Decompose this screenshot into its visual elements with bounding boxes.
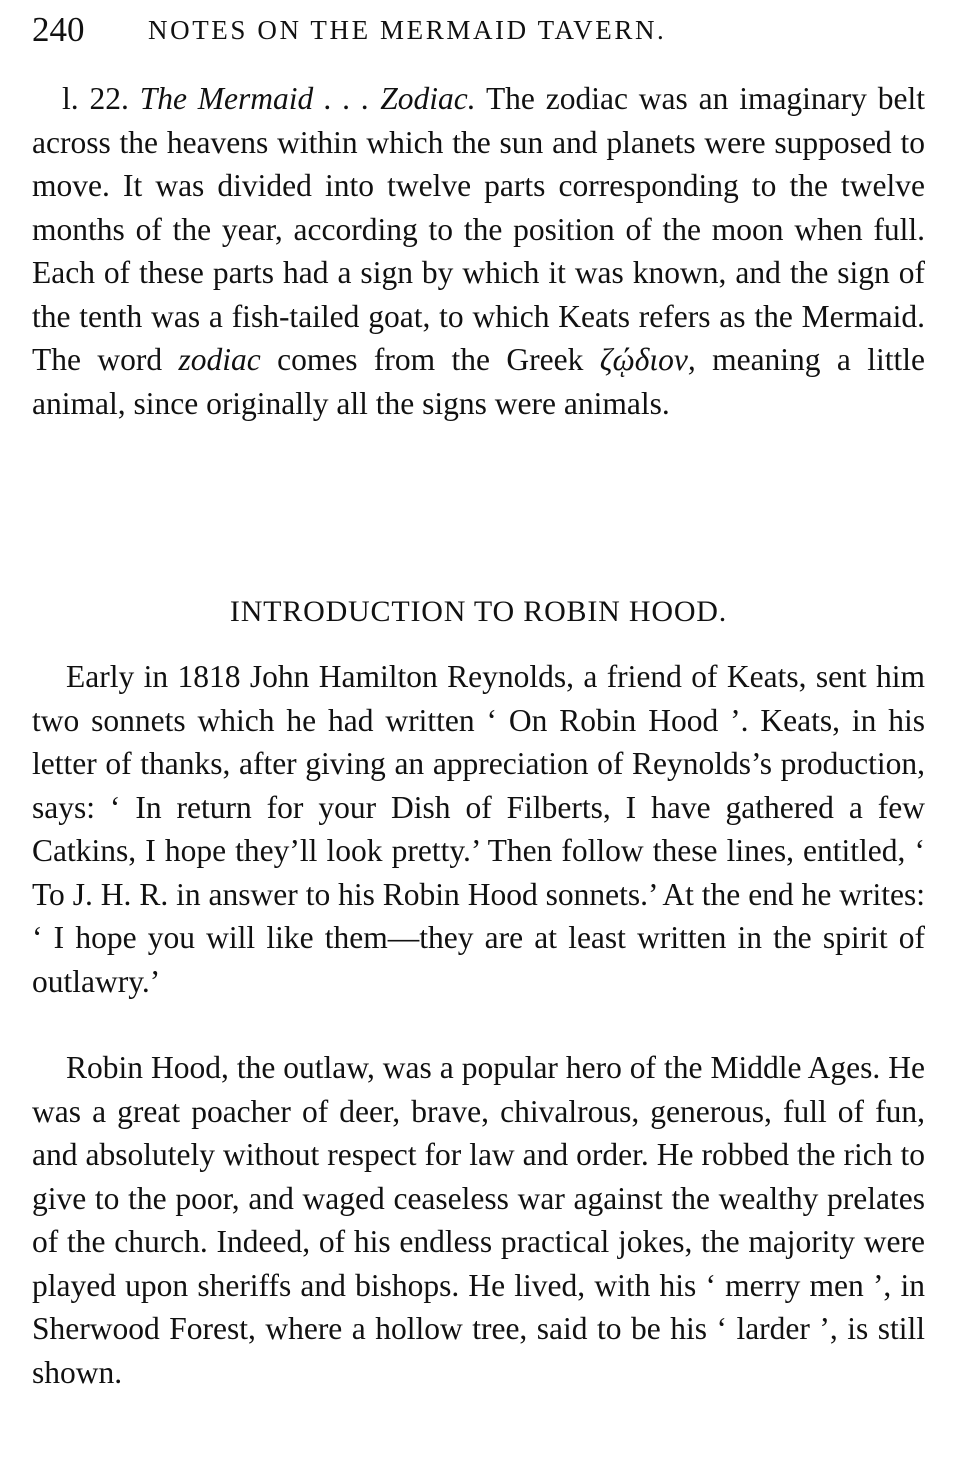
note-lemma: The Mermaid . . . Zodiac. (139, 81, 476, 116)
note-text-mid: comes from the Greek (277, 342, 584, 377)
running-head (32, 8, 925, 52)
section-heading: INTRODUCTION TO ROBIN HOOD. (229, 595, 728, 628)
note-text: The zodiac was an imaginary belt across the heavens within which the sun and planets were supposed to move. It was divided into twelve parts corresponding to the twelve months of the year, according to the position of the moon when full. Each of these parts had a sign by which it was known, and the sign of the tenth was a fish-tailed goat, to which Keats refers as the Mermaid. The word (32, 81, 925, 377)
line-note (32, 77, 925, 425)
note-reference: l. 22. (62, 81, 129, 116)
body-paragraph: Early in 1818 John Hamilton Reynolds, a friend of Keats, sent him two sonnets which he had written ‘ On Robin Hood ’. Keats, in his letter of thanks, after giving an appreciation of Reynolds’s production, says: ‘ In return for your Dish of Filberts, I have gathered a few Catkins, I hope they’ll look pretty.’ Then follow these lines, entitled, ‘ To J. H. R. in answer to his Robin Hood sonnets.’ At the end he writes: ‘ I hope you will like them—they are at least written in the spirit of outlawry.’ (32, 659, 925, 999)
page-number: 240 (32, 10, 85, 49)
note-greek-word: ζῴδιον, (599, 342, 696, 377)
body-paragraph: Robin Hood, the outlaw, was a popular hero of the Middle Ages. He was a great poacher of deer, brave, chivalrous, generous, full of fun, and absolutely without respect for law and order. He robbed the rich to give to the poor, and waged ceaseless war against the wealthy prelates of the church. Indeed, of his endless practical jokes, the majority were played upon sheriffs and bishops. He lived, with his ‘ merry men ’, in Sherwood Forest, where a hollow tree, said to be his ‘ larder ’, is still shown. (32, 1050, 925, 1390)
note-italic-word: zodiac (178, 342, 261, 377)
note-text-end: meaning a little animal, since originally all the signs were animals. (32, 342, 926, 421)
running-title: NOTES ON THE MERMAID TAVERN. (148, 15, 667, 45)
